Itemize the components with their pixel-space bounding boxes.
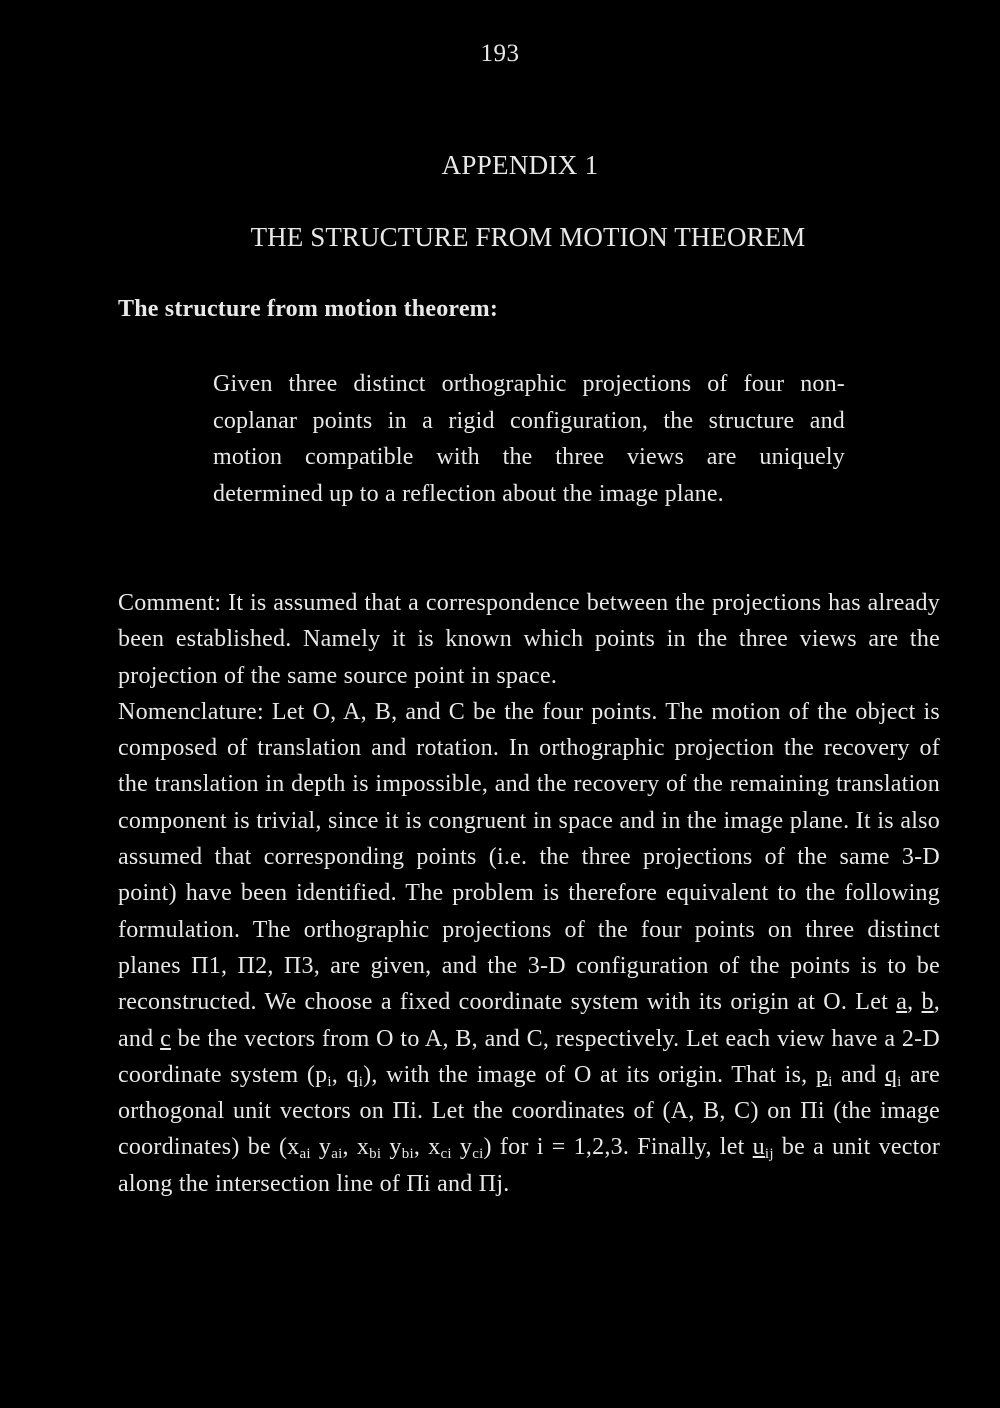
text-run: Nomenclature: Let O, A, B, and C be the four points. The motion of the object is composed of translation and rotation. In orthographic projection the recovery of the translation in depth is impossible, and the recovery of the remaining translation component is trivial, since it is congruent in space and in the image plane. It is also assumed that corresponding points (i.e. the three projections of the same 3-D point) have been identified. The problem is therefore equivalent to the following formulation. The orthographic projections of the four points on three distinct planes Π1, Π2, Π3, are given, and the 3-D configuration of the points is to be reconstructed. We choose a fixed coordinate system with its origin at O. Let (118, 698, 940, 1016)
text-run: ) for i = 1,2,3. Finally, let (483, 1134, 753, 1161)
subscript: ai (299, 1146, 311, 1163)
subscript: ci (472, 1146, 484, 1163)
text-run: be the vectors from O to A, B, and C, respectively. Let each view have a 2-D coordinate system (p (118, 1025, 940, 1088)
subscript: i (327, 1073, 332, 1090)
comment-paragraph: Comment: It is assumed that a correspondence between the projections has already been established. Namely it is known which points in the three views are the projection of the same source point in space. (118, 590, 940, 689)
vector-b: b (921, 989, 934, 1016)
vector-c: c (160, 1025, 171, 1052)
body-text (118, 585, 940, 1202)
subscript: i (358, 1073, 364, 1090)
subscript: ij (764, 1146, 774, 1163)
subscript: ci (440, 1146, 452, 1163)
text-run: , (907, 989, 922, 1016)
subscript: bi (369, 1146, 382, 1163)
text-run: be a unit vector along the intersection line of Πi and Πj. (118, 1134, 941, 1197)
vector-a: a (896, 989, 908, 1016)
text-run: y (451, 1134, 473, 1161)
vector-p: p (815, 1061, 829, 1088)
subscript: i (897, 1073, 902, 1090)
vector-q: q (884, 1061, 898, 1088)
text-run: , q (331, 1061, 359, 1088)
subscript: ai (331, 1146, 343, 1163)
text-run: ), with the image of O at its origin. That is, (363, 1061, 816, 1088)
text-run: , x (342, 1134, 370, 1161)
chapter-title: THE STRUCTURE FROM MOTION THEOREM (250, 222, 806, 252)
appendix-label: APPENDIX 1 (441, 150, 599, 180)
nomenclature-paragraph (118, 694, 940, 1202)
section-heading: The structure from motion theorem: (118, 296, 499, 322)
text-run: , and (118, 989, 941, 1052)
theorem-statement: Given three distinct orthographic projections of four non-coplanar points in a rigid configuration, the structure and motion compatible with the three views are uniquely determined up to a reflection about the image plane. (213, 371, 845, 507)
vector-u: u (752, 1134, 765, 1161)
text-run: y (310, 1134, 332, 1161)
text-run: , x (413, 1134, 441, 1161)
text-run: and (832, 1061, 885, 1088)
text-run: y (381, 1134, 402, 1161)
subscript: i (828, 1073, 833, 1090)
text-run: are orthogonal unit vectors on Πi. Let the coordinates of (A, B, C) on Πi (the image coordinates) be (x (118, 1061, 941, 1161)
page-number: 193 (480, 40, 520, 67)
subscript: bi (401, 1146, 414, 1163)
